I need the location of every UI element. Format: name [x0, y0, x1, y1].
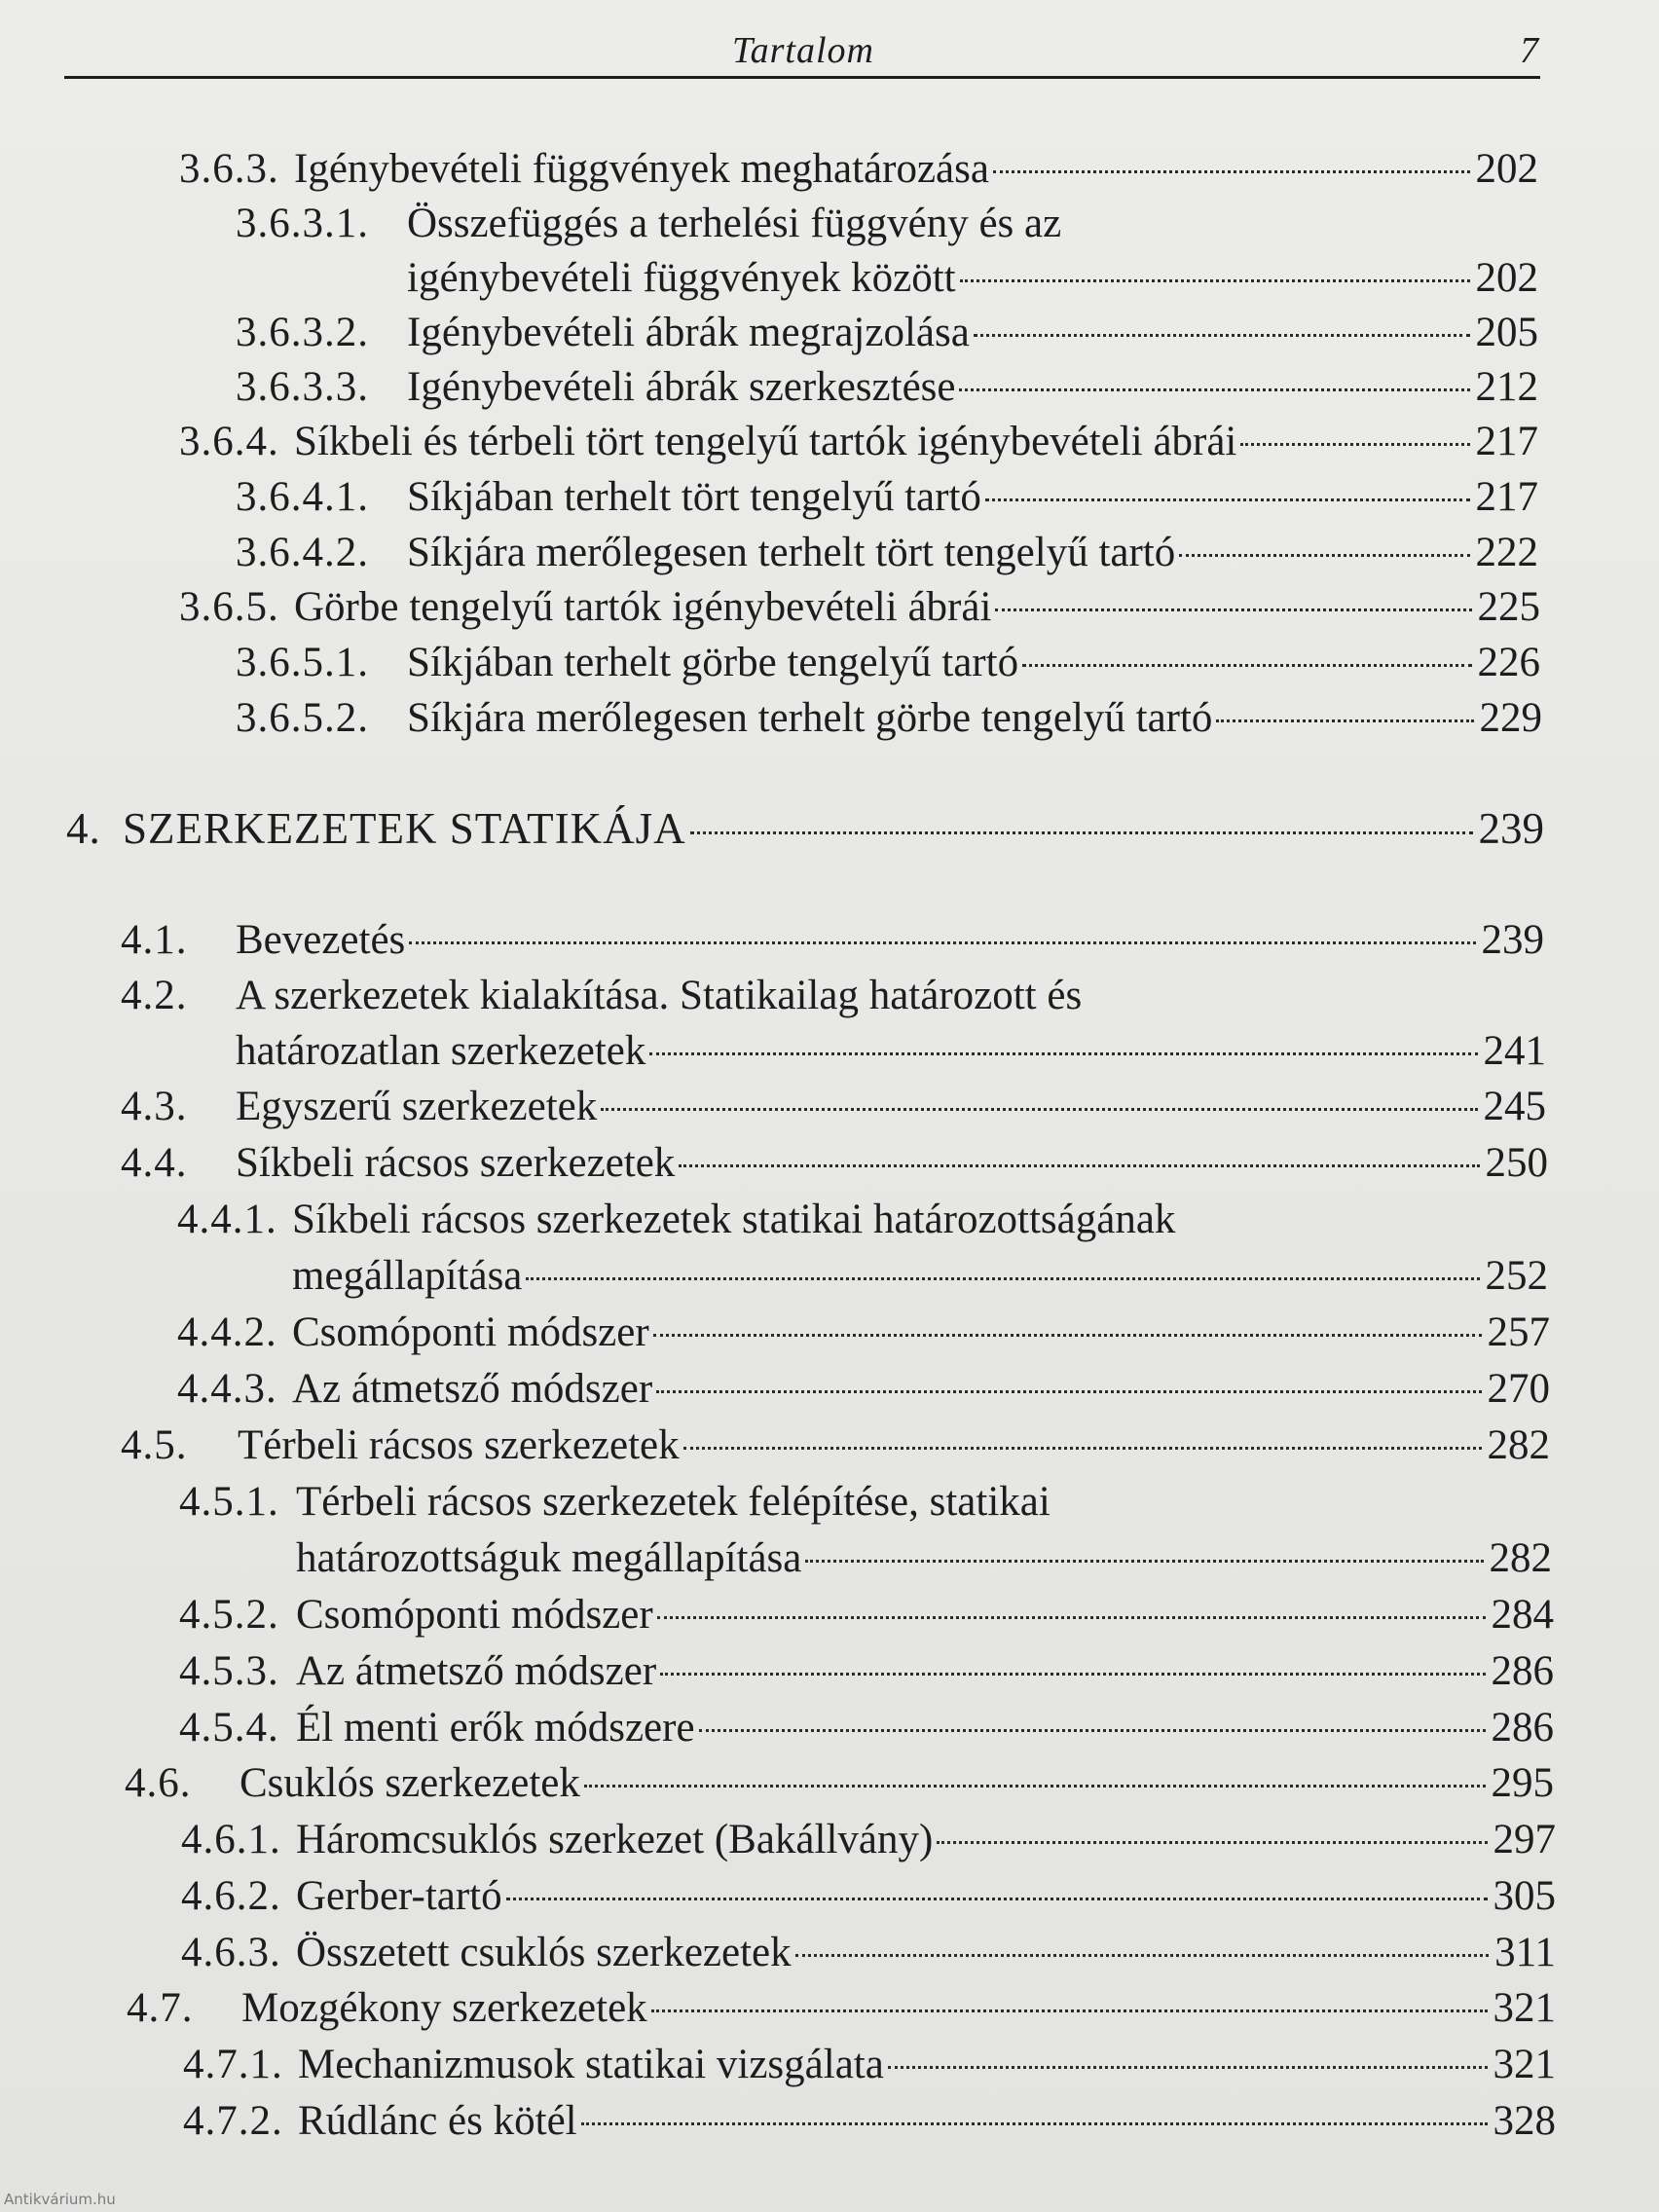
toc-entry-page: 222: [1475, 530, 1538, 575]
toc-entry: [236, 360, 1538, 415]
toc-entry: [236, 636, 1540, 690]
toc-entry-title: Bevezetés: [236, 917, 406, 963]
running-title: Tartalom: [732, 30, 874, 71]
toc-entry-number: 4.4.1.: [177, 1197, 277, 1242]
dot-leader: [959, 388, 1469, 391]
toc-entry-page: 311: [1494, 1930, 1556, 1975]
toc-entry: [236, 470, 1538, 525]
toc-entry-page: 270: [1487, 1366, 1550, 1412]
dot-leader: [581, 2122, 1488, 2125]
toc-entry-number: 3.6.5.2.: [236, 695, 369, 741]
toc-chapter-entry: [66, 801, 1544, 856]
toc-entry: [179, 1588, 1554, 1642]
toc-entry-title: Háromcsuklós szerkezet (Bakállvány): [296, 1817, 934, 1862]
toc-entry-number: 4.5.1.: [179, 1479, 279, 1525]
toc-entry: [236, 306, 1538, 360]
toc-entry-title: Egyszerű szerkezetek: [236, 1084, 598, 1129]
toc-entry-title: Összetett csuklós szerkezetek: [296, 1930, 792, 1975]
toc-entry-page: 245: [1483, 1084, 1546, 1129]
dot-leader: [690, 831, 1473, 834]
toc-entry: [177, 1362, 1550, 1417]
toc-entry-number: 4.4.: [121, 1140, 188, 1186]
toc-entry-number: 4.5.: [121, 1422, 188, 1468]
toc-entry-number: 4.7.2.: [183, 2098, 283, 2144]
toc-entry-page: 229: [1479, 695, 1542, 741]
toc-entry-page: 202: [1475, 255, 1538, 301]
toc-entry-number: 4.1.: [121, 917, 188, 963]
dot-leader: [649, 1052, 1477, 1055]
toc-entry: [121, 969, 1082, 1023]
toc-entry-page: 250: [1485, 1140, 1548, 1186]
dot-leader: [795, 1954, 1489, 1957]
toc-entry-continuation: [292, 1249, 1548, 1304]
toc-entry-number: 4.7.: [127, 1985, 194, 2031]
toc-entry-page: 241: [1483, 1028, 1546, 1074]
toc-entry-title: Síkjában terhelt görbe tengelyű tartó: [407, 640, 1019, 685]
toc-entry-title: Mechanizmusok statikai vizsgálata: [298, 2042, 884, 2087]
toc-entry-title: Síkjában terhelt tört tengelyű tartó: [407, 474, 981, 520]
toc-entry: [125, 1756, 1554, 1811]
toc-entry-number: 4.5.3.: [179, 1648, 279, 1694]
toc-entry-number: 3.6.4.: [179, 419, 279, 464]
toc-entry-number: 4.6.3.: [181, 1930, 281, 1975]
toc-entry: [177, 1193, 1175, 1247]
dot-leader: [960, 279, 1470, 282]
toc-entry-title: Síkjára merőlegesen terhelt görbe tengelyű tartó: [407, 695, 1213, 741]
toc-entry: [177, 1306, 1550, 1360]
toc-entry-continuation: [407, 251, 1538, 306]
toc-entry-title: Térbeli rácsos szerkezetek felépítése, statikai: [296, 1479, 1051, 1525]
dot-leader: [888, 2066, 1488, 2069]
toc-entry: [179, 415, 1538, 469]
toc-entry-title: Rúdlánc és kötél: [298, 2098, 577, 2144]
toc-entry: [179, 580, 1540, 635]
toc-entry-number: 4.: [66, 804, 101, 853]
toc-entry-continuation: [236, 1024, 1546, 1079]
toc-entry-page: 328: [1493, 2098, 1556, 2144]
toc-entry: [181, 1813, 1556, 1867]
toc-entry-page: 239: [1481, 917, 1544, 963]
dot-leader: [506, 1898, 1488, 1900]
toc-entry-page: 295: [1491, 1760, 1554, 1806]
toc-entry-number: 3.6.5.1.: [236, 640, 369, 685]
toc-entry-page: 205: [1475, 310, 1538, 355]
toc-entry-page: 282: [1487, 1422, 1550, 1468]
toc-entry-page: 212: [1475, 364, 1538, 410]
toc-entry-number: 4.4.3.: [177, 1366, 277, 1412]
toc-entry-number: 4.7.1.: [183, 2042, 283, 2087]
toc-entry: [179, 1701, 1554, 1755]
toc-entry: [181, 1869, 1556, 1924]
dot-leader: [993, 170, 1470, 173]
toc-entry-page: 252: [1485, 1253, 1548, 1299]
toc-entry-title: Síkjára merőlegesen terhelt tört tengelyű tartó: [407, 530, 1176, 575]
dot-leader: [526, 1277, 1479, 1280]
dot-leader: [651, 2009, 1488, 2012]
toc-entry: [236, 197, 1061, 251]
dot-leader: [699, 1729, 1486, 1732]
toc-entry-title: határozottságuk megállapítása: [296, 1535, 802, 1581]
toc-entry-number: 4.5.2.: [179, 1592, 279, 1638]
toc-entry-title: Összefüggés a terhelési függvény és az: [407, 201, 1062, 246]
dot-leader: [683, 1447, 1482, 1450]
dot-leader: [584, 1785, 1486, 1788]
toc-entry: [179, 142, 1538, 197]
toc-entry-title: határozatlan szerkezetek: [236, 1028, 646, 1074]
dot-leader: [1216, 719, 1473, 722]
toc-entry-page: 305: [1493, 1873, 1556, 1919]
toc-entry-number: 3.6.3.3.: [236, 364, 369, 410]
toc-entry-title: Gerber-tartó: [296, 1873, 502, 1919]
toc-entry-title: A szerkezetek kialakítása. Statikailag határozott és: [236, 973, 1083, 1018]
toc-entry-title: Síkbeli rácsos szerkezetek: [236, 1140, 676, 1186]
toc-entry-page: 202: [1475, 146, 1538, 192]
dot-leader: [1240, 443, 1469, 446]
toc-entry-page: 284: [1491, 1592, 1554, 1638]
dot-leader: [805, 1560, 1483, 1563]
dot-leader: [653, 1334, 1482, 1337]
toc-entry-title: Csomóponti módszer: [296, 1592, 653, 1638]
toc-entry-title: Csuklós szerkezetek: [240, 1760, 580, 1806]
toc-entry-title: Görbe tengelyű tartók igénybevételi ábrái: [294, 584, 992, 630]
toc-entry-title: megállapítása: [292, 1253, 523, 1299]
toc-entry: [236, 526, 1538, 580]
toc-entry: [179, 1475, 1051, 1530]
toc-entry-page: 225: [1477, 584, 1540, 630]
toc-entry-number: 4.5.4.: [179, 1705, 279, 1751]
dot-leader: [995, 608, 1471, 611]
dot-leader: [985, 498, 1470, 501]
dot-leader: [974, 334, 1470, 337]
toc-entry: [121, 1080, 1546, 1134]
toc-entry-title: Mozgékony szerkezetek: [241, 1985, 647, 2031]
toc-entry-title: Igénybevételi ábrák megrajzolása: [407, 310, 970, 355]
toc-entry-page: 257: [1487, 1309, 1550, 1355]
toc-entry-title: igénybevételi függvények között: [407, 255, 956, 301]
toc-entry-page: 297: [1493, 1817, 1556, 1862]
toc-entry-number: 3.6.4.2.: [236, 530, 369, 575]
dot-leader: [937, 1841, 1487, 1844]
dot-leader: [660, 1673, 1485, 1676]
dot-leader: [601, 1108, 1477, 1111]
toc-entry-number: 4.6.2.: [181, 1873, 281, 1919]
toc-entry: [183, 2094, 1556, 2149]
toc-entry-continuation: [296, 1531, 1552, 1586]
toc-entry-title: Síkbeli rácsos szerkezetek statikai határozottságának: [292, 1197, 1176, 1242]
toc-entry: [183, 2038, 1556, 2092]
toc-entry-number: 3.6.4.1.: [236, 474, 369, 520]
dot-leader: [656, 1390, 1481, 1393]
toc-entry-title: Igénybevételi függvények meghatározása: [294, 146, 989, 192]
toc-entry: [181, 1926, 1556, 1980]
dot-leader: [657, 1616, 1486, 1619]
watermark: Antikvárium.hu: [4, 2191, 116, 2208]
toc-entry-number: 3.6.3.1.: [236, 201, 369, 246]
toc-entry-number: 3.6.5.: [179, 584, 279, 630]
toc-entry-page: 321: [1493, 2042, 1556, 2087]
toc-entry-page: 226: [1477, 640, 1540, 685]
toc-entry-number: 4.6.1.: [181, 1817, 281, 1862]
toc-entry-page: 217: [1475, 419, 1538, 464]
dot-leader: [409, 941, 1475, 944]
toc-entry-number: 3.6.3.2.: [236, 310, 369, 355]
toc-entry-page: 286: [1491, 1648, 1554, 1694]
toc-entry-title: Az átmetsző módszer: [292, 1366, 653, 1412]
toc-entry-title: Térbeli rácsos szerkezetek: [238, 1422, 680, 1468]
toc-entry-page: 217: [1475, 474, 1538, 520]
toc-entry: [121, 913, 1544, 968]
toc-entry: [179, 1644, 1554, 1699]
toc-entry: [236, 691, 1542, 746]
toc-entry-title: SZERKEZETEK STATIKÁJA: [123, 804, 686, 853]
dot-leader: [1179, 554, 1469, 557]
toc-entry-title: Az átmetsző módszer: [296, 1648, 657, 1694]
toc-entry-page: 321: [1493, 1985, 1556, 2031]
toc-entry-title: Síkbeli és térbeli tört tengelyű tartók igénybevételi ábrái: [294, 419, 1237, 464]
toc-entry: [121, 1136, 1548, 1191]
toc-entry-page: 286: [1491, 1705, 1554, 1751]
toc-entry-number: 3.6.3.: [179, 146, 279, 192]
toc-entry: [121, 1419, 1550, 1473]
toc-entry-page: 239: [1478, 804, 1544, 853]
dot-leader: [679, 1164, 1479, 1167]
page-number: 7: [1520, 30, 1538, 71]
toc-entry-title: Csomóponti módszer: [292, 1309, 649, 1355]
toc-entry-number: 4.4.2.: [177, 1309, 277, 1355]
dot-leader: [1022, 664, 1471, 667]
toc-entry-title: Él menti erők módszere: [296, 1705, 695, 1751]
toc-entry-number: 4.3.: [121, 1084, 188, 1129]
toc-entry: [127, 1981, 1556, 2036]
toc-entry-title: Igénybevételi ábrák szerkesztése: [407, 364, 956, 410]
toc-entry-page: 282: [1489, 1535, 1552, 1581]
toc-entry-number: 4.6.: [125, 1760, 192, 1806]
toc-entry-number: 4.2.: [121, 973, 188, 1018]
